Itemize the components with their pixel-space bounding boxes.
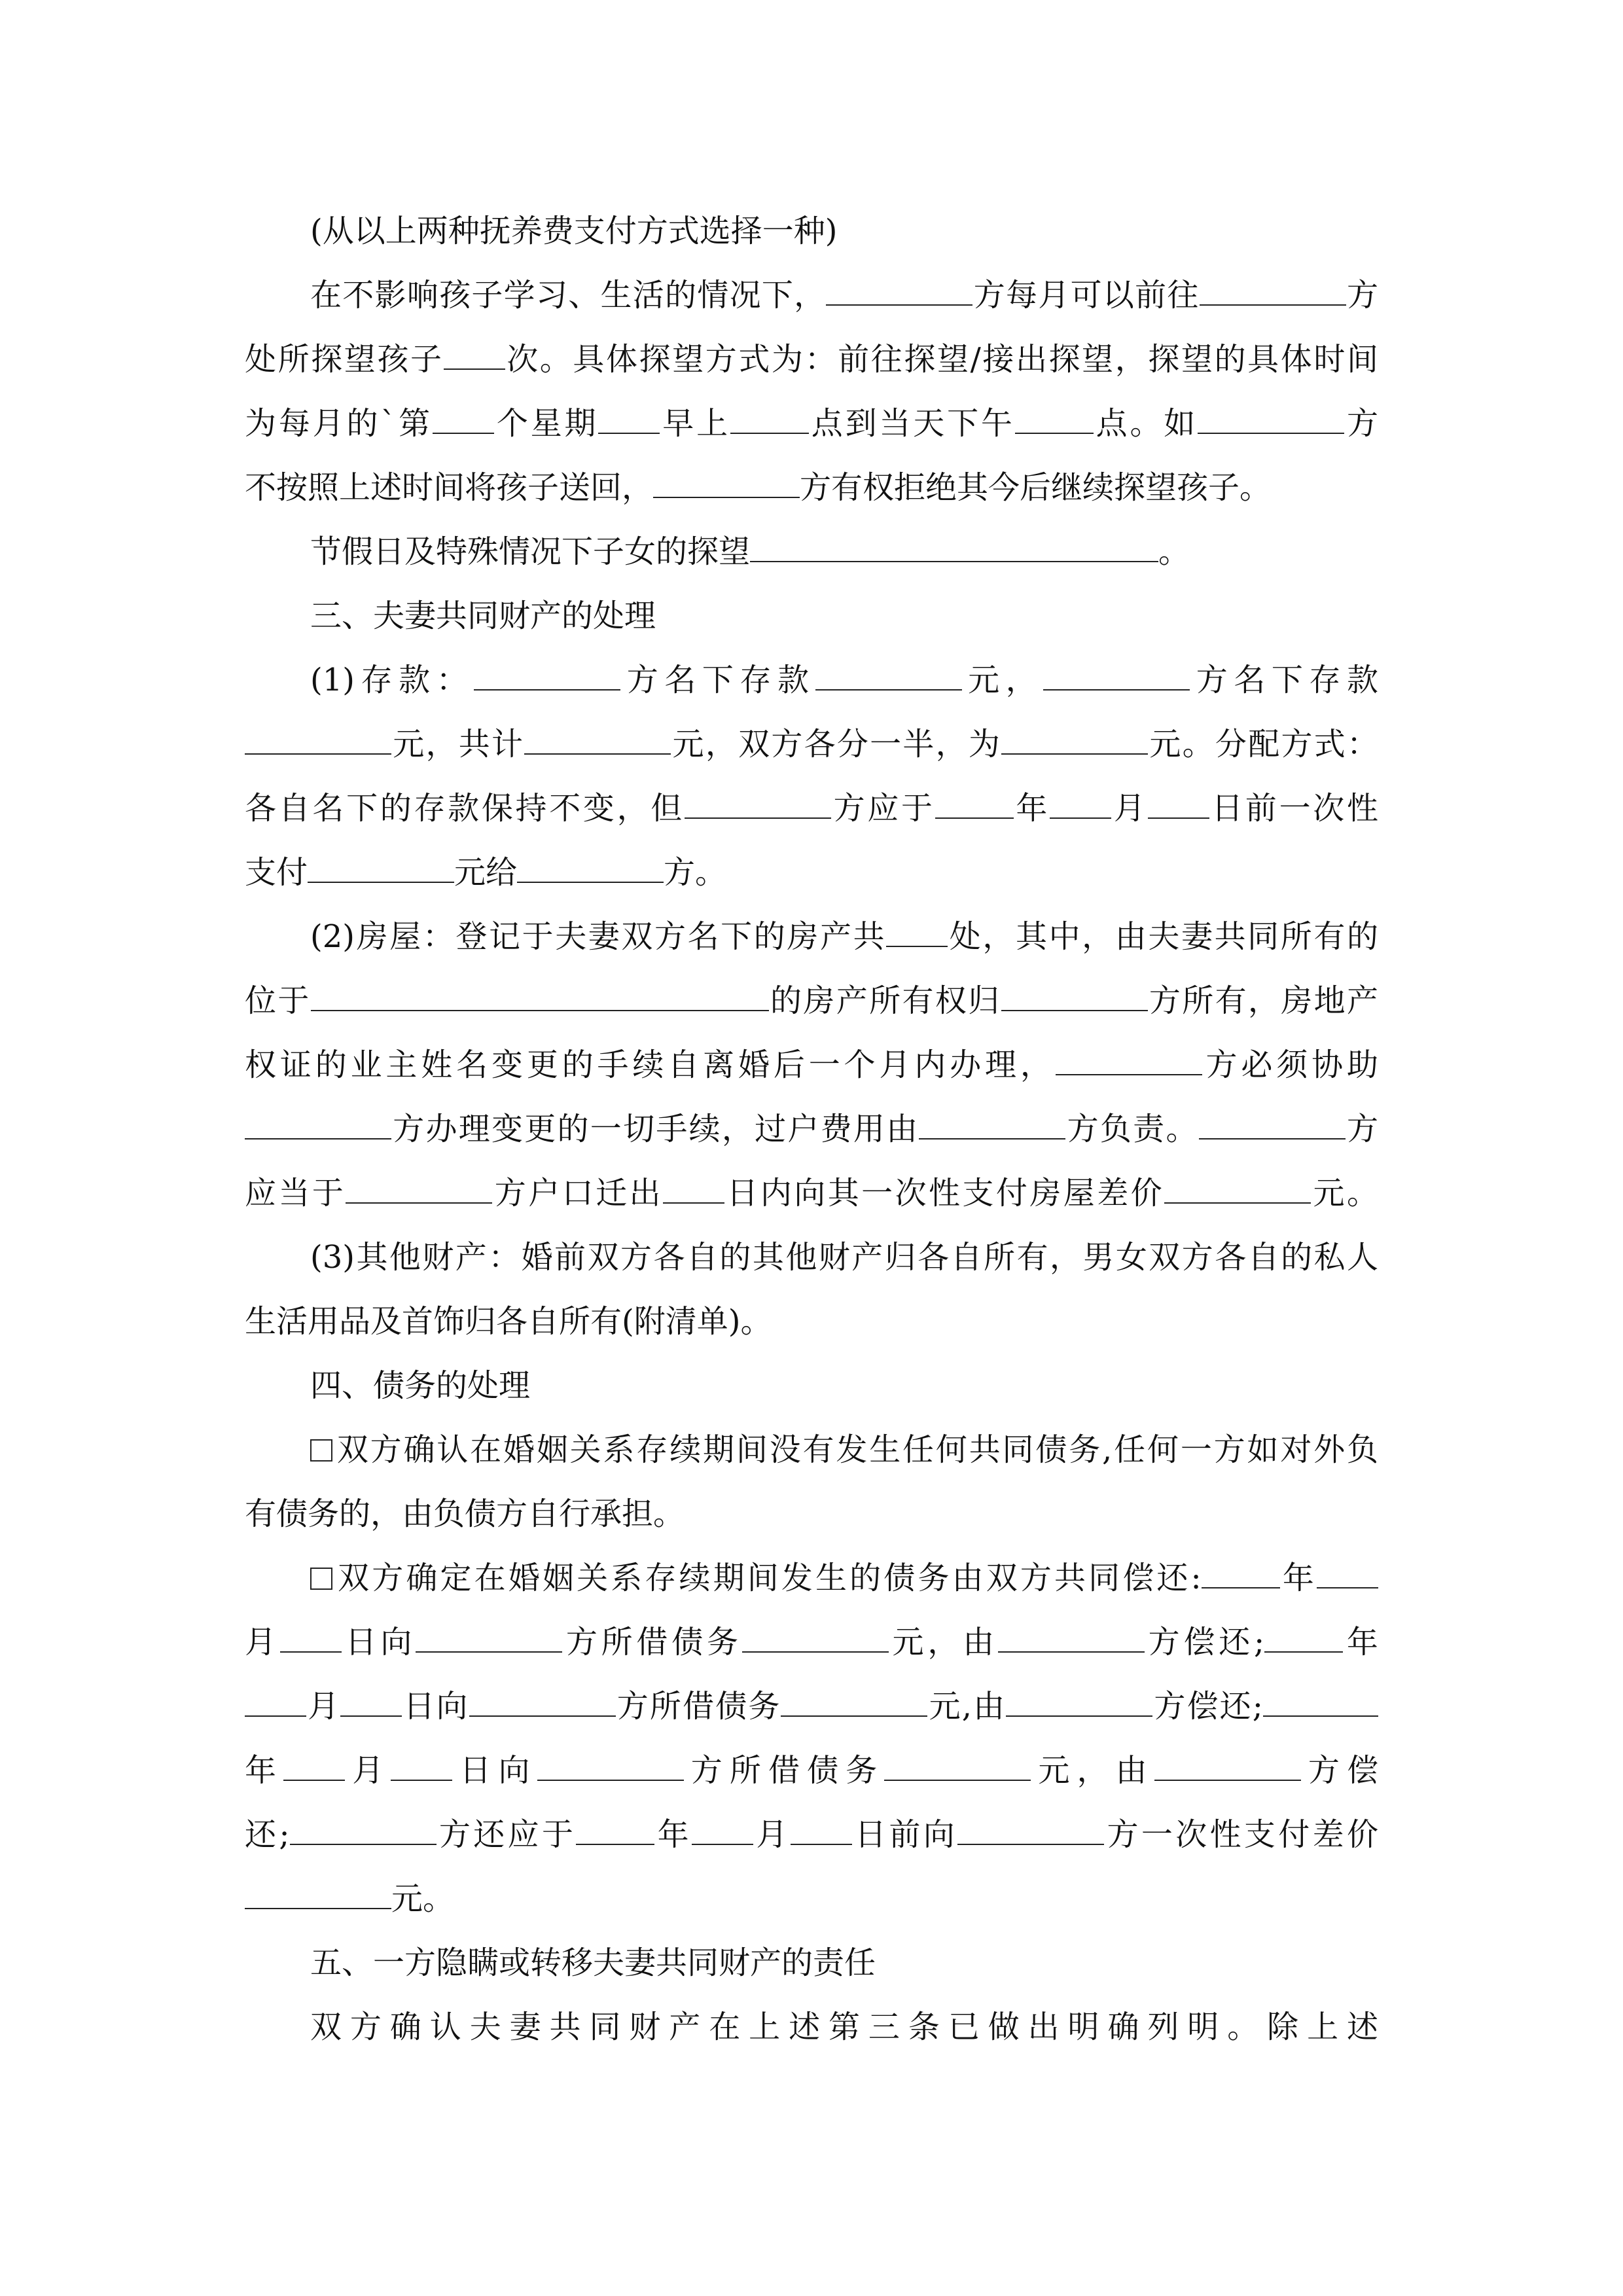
text: 元，: [961, 662, 1044, 698]
paragraph-line: [245, 648, 1378, 712]
paragraph-line: [245, 1803, 1378, 1867]
paragraph-line: [245, 1482, 1378, 1546]
blank-field[interactable]: [280, 1624, 342, 1653]
paragraph-line: [245, 199, 1378, 263]
blank-field[interactable]: [1199, 1111, 1346, 1139]
paragraph-line: [245, 391, 1378, 456]
text: 元。分配方式：: [1148, 726, 1378, 762]
text: 处，其中，由夫妻共同所有的: [948, 918, 1378, 955]
text: (2)房屋：登记于夫妻双方名下的房产共: [310, 918, 887, 955]
blank-field[interactable]: [340, 1688, 402, 1717]
text: (1)存款：: [310, 662, 474, 698]
blank-field[interactable]: [781, 1688, 927, 1717]
blank-field[interactable]: [308, 854, 454, 883]
paragraph-line: [245, 1546, 1378, 1610]
blank-field[interactable]: [1015, 405, 1094, 434]
text: 各自名下的存款保持不变，但: [245, 790, 685, 827]
text: 日向: [402, 1688, 469, 1725]
text: 还;: [245, 1816, 290, 1853]
blank-field[interactable]: [245, 1111, 391, 1139]
text: 元,由: [927, 1688, 1007, 1725]
blank-field[interactable]: [826, 277, 972, 306]
blank-field[interactable]: [1264, 1624, 1343, 1653]
paragraph-line: [245, 520, 1378, 584]
paragraph-line: [245, 776, 1378, 840]
blank-field[interactable]: [1148, 790, 1209, 819]
blank-field[interactable]: [919, 1111, 1065, 1139]
text: 双方确认在婚姻关系存续期间没有发生任何共同债务,任何一方如对外负: [335, 1431, 1378, 1468]
blank-field[interactable]: [730, 405, 809, 434]
text: 在不影响孩子学习、生活的情况下，: [310, 277, 827, 314]
blank-field[interactable]: [742, 1624, 889, 1653]
text: 的房产所有权归: [768, 982, 1001, 1019]
text: 为每月的`第: [245, 405, 433, 442]
text: 。: [1158, 533, 1190, 570]
blank-field[interactable]: [576, 1816, 654, 1845]
text: 五、一方隐瞒或转移夫妻共同财产的责任: [310, 1945, 876, 1981]
text: 方。: [664, 854, 727, 891]
blank-field[interactable]: [653, 469, 800, 498]
paragraph-line: [245, 1674, 1378, 1738]
text: 方所借债务: [683, 1752, 885, 1789]
text: 方还应于: [436, 1816, 577, 1853]
text: 权证的业主姓名变更的手续自离婚后一个月内办理，: [245, 1047, 1056, 1083]
blank-field[interactable]: [1006, 1688, 1152, 1717]
text: 方必须协助: [1202, 1047, 1378, 1083]
blank-field[interactable]: [346, 1175, 492, 1204]
text: 四、债务的处理: [310, 1367, 531, 1404]
document-body: [245, 199, 1378, 2059]
blank-field[interactable]: [815, 662, 962, 691]
text: 支付: [245, 854, 308, 891]
paragraph-line: [245, 1097, 1378, 1161]
paragraph-line: [245, 1867, 1378, 1931]
blank-field[interactable]: [750, 533, 1158, 562]
text: 方: [1344, 405, 1378, 442]
section-heading: [245, 584, 1378, 648]
blank-field[interactable]: [537, 1752, 684, 1781]
paragraph-line: [245, 1738, 1378, 1803]
text: 双方确定在婚姻关系存续期间发生的债务由双方共同偿还:: [335, 1560, 1202, 1596]
paragraph-line: [245, 456, 1378, 520]
text: 方每月可以前往: [972, 277, 1200, 314]
text: 月: [1111, 790, 1148, 827]
text: 方所有，房地产: [1147, 982, 1378, 1019]
blank-field[interactable]: [444, 341, 505, 370]
text: 元。: [391, 1880, 455, 1917]
blank-field[interactable]: [474, 662, 620, 691]
blank-field[interactable]: [998, 1624, 1145, 1653]
text: 方办理变更的一切手续，过户费用由: [391, 1111, 919, 1147]
blank-field[interactable]: [1154, 1752, 1301, 1781]
text: 方所借债务: [562, 1624, 742, 1660]
text: 月: [245, 1624, 280, 1660]
blank-field[interactable]: [524, 726, 671, 755]
paragraph-line: [245, 1161, 1378, 1225]
blank-field[interactable]: [1050, 790, 1111, 819]
text: 早上: [660, 405, 730, 442]
blank-field[interactable]: [433, 405, 494, 434]
blank-field[interactable]: [245, 1880, 391, 1909]
text: 年: [654, 1816, 692, 1853]
text: 处所探望孩子: [245, 341, 444, 378]
text: 点到当天下午: [808, 405, 1015, 442]
blank-field[interactable]: [469, 1688, 616, 1717]
text: 日向: [341, 1624, 416, 1660]
text: 点。如: [1093, 405, 1198, 442]
text: 元。: [1311, 1175, 1378, 1211]
text: 方偿还;: [1144, 1624, 1265, 1660]
text: 月: [753, 1816, 791, 1853]
blank-field[interactable]: [1198, 405, 1344, 434]
text: 月: [345, 1752, 391, 1789]
blank-field[interactable]: [1043, 662, 1190, 691]
section-heading: [245, 1931, 1378, 1995]
blank-field[interactable]: [290, 1816, 437, 1845]
text: 双方确认夫妻共同财产在上述第三条已做出明确列明。除上述: [310, 2009, 1378, 2045]
text: 个星期: [494, 405, 599, 442]
blank-field[interactable]: [1317, 1560, 1378, 1588]
text: 方偿: [1300, 1752, 1378, 1789]
text: 节假日及特殊情况下子女的探望: [310, 533, 751, 570]
text: 方一次性支付差价: [1104, 1816, 1378, 1853]
blank-field[interactable]: [1202, 1560, 1280, 1588]
text: 方户口迁出: [492, 1175, 663, 1211]
text: 方: [1345, 1111, 1378, 1147]
text: 日前向: [851, 1816, 958, 1853]
text: 生活用品及首饰归各自所有(附清单)。: [245, 1303, 772, 1340]
text: 年: [1013, 790, 1050, 827]
blank-field[interactable]: [692, 1816, 753, 1845]
text: 日向: [452, 1752, 537, 1789]
text: 方: [1346, 277, 1378, 314]
text: 方负责。: [1065, 1111, 1199, 1147]
text: 年: [1343, 1624, 1378, 1660]
paragraph-line: [245, 1289, 1378, 1354]
blank-field[interactable]: [935, 790, 1014, 819]
blank-field[interactable]: [517, 854, 664, 883]
text: 方所借债务: [615, 1688, 781, 1725]
section-heading: [245, 1354, 1378, 1418]
text: 元，共计: [391, 726, 525, 762]
blank-field[interactable]: [1164, 1175, 1311, 1204]
paragraph-line: [245, 712, 1378, 776]
blank-field[interactable]: [1263, 1688, 1378, 1717]
paragraph-line: [245, 327, 1378, 391]
text: (从以上两种抚养费支付方式选择一种): [310, 213, 838, 249]
text: 方名下存款: [620, 662, 815, 698]
blank-field[interactable]: [884, 1752, 1031, 1781]
blank-field[interactable]: [1001, 982, 1148, 1011]
text: 有债务的，由负债方自行承担。: [245, 1496, 685, 1532]
text: 位于: [245, 982, 311, 1019]
blank-field[interactable]: [311, 982, 769, 1011]
checkbox-no-debt[interactable]: [310, 1439, 332, 1462]
text: 方应于: [830, 790, 935, 827]
blank-field[interactable]: [791, 1816, 852, 1845]
paragraph-line: [245, 1995, 1378, 2059]
blank-field[interactable]: [663, 1175, 724, 1204]
blank-field[interactable]: [1001, 726, 1148, 755]
blank-field[interactable]: [416, 1624, 562, 1653]
paragraph-line: [245, 1225, 1378, 1289]
blank-field[interactable]: [245, 726, 391, 755]
text: 年: [1279, 1560, 1317, 1596]
text: 不按照上述时间将孩子送回，: [245, 469, 654, 506]
paragraph-line: [245, 1610, 1378, 1674]
text: 日前一次性: [1209, 790, 1378, 827]
blank-field[interactable]: [886, 918, 948, 947]
text: 方名下存款: [1190, 662, 1378, 698]
paragraph-line: [245, 1418, 1378, 1482]
text: 月: [306, 1688, 341, 1725]
text: 元，由: [1031, 1752, 1154, 1789]
text: 元给: [454, 854, 518, 891]
blank-field[interactable]: [685, 790, 831, 819]
text: 元，由: [888, 1624, 998, 1660]
text: 元，双方各分一半，为: [671, 726, 1002, 762]
blank-field[interactable]: [245, 1688, 306, 1717]
text: 日内向其一次性支付房屋差价: [724, 1175, 1165, 1211]
text: 次。具体探望方式为：前往探望/接出探望，探望的具体时间: [505, 341, 1378, 378]
paragraph-line: [245, 840, 1378, 905]
paragraph-line: [245, 905, 1378, 969]
checkbox-shared-debt[interactable]: [310, 1568, 332, 1590]
paragraph-line: [245, 263, 1378, 327]
text: 应当于: [245, 1175, 346, 1211]
blank-field[interactable]: [957, 1816, 1104, 1845]
blank-field[interactable]: [598, 405, 660, 434]
text: 三、夫妻共同财产的处理: [310, 598, 656, 634]
text: 年: [245, 1752, 284, 1789]
text: 方偿还;: [1152, 1688, 1263, 1725]
blank-field[interactable]: [283, 1752, 345, 1781]
blank-field[interactable]: [1200, 277, 1346, 306]
text: 方有权拒绝其今后继续探望孩子。: [800, 469, 1272, 506]
blank-field[interactable]: [391, 1752, 452, 1781]
paragraph-line: [245, 969, 1378, 1033]
blank-field[interactable]: [1056, 1047, 1202, 1075]
paragraph-line: [245, 1033, 1378, 1097]
text: (3)其他财产：婚前双方各自的其他财产归各自所有，男女双方各自的私人: [310, 1239, 1378, 1276]
